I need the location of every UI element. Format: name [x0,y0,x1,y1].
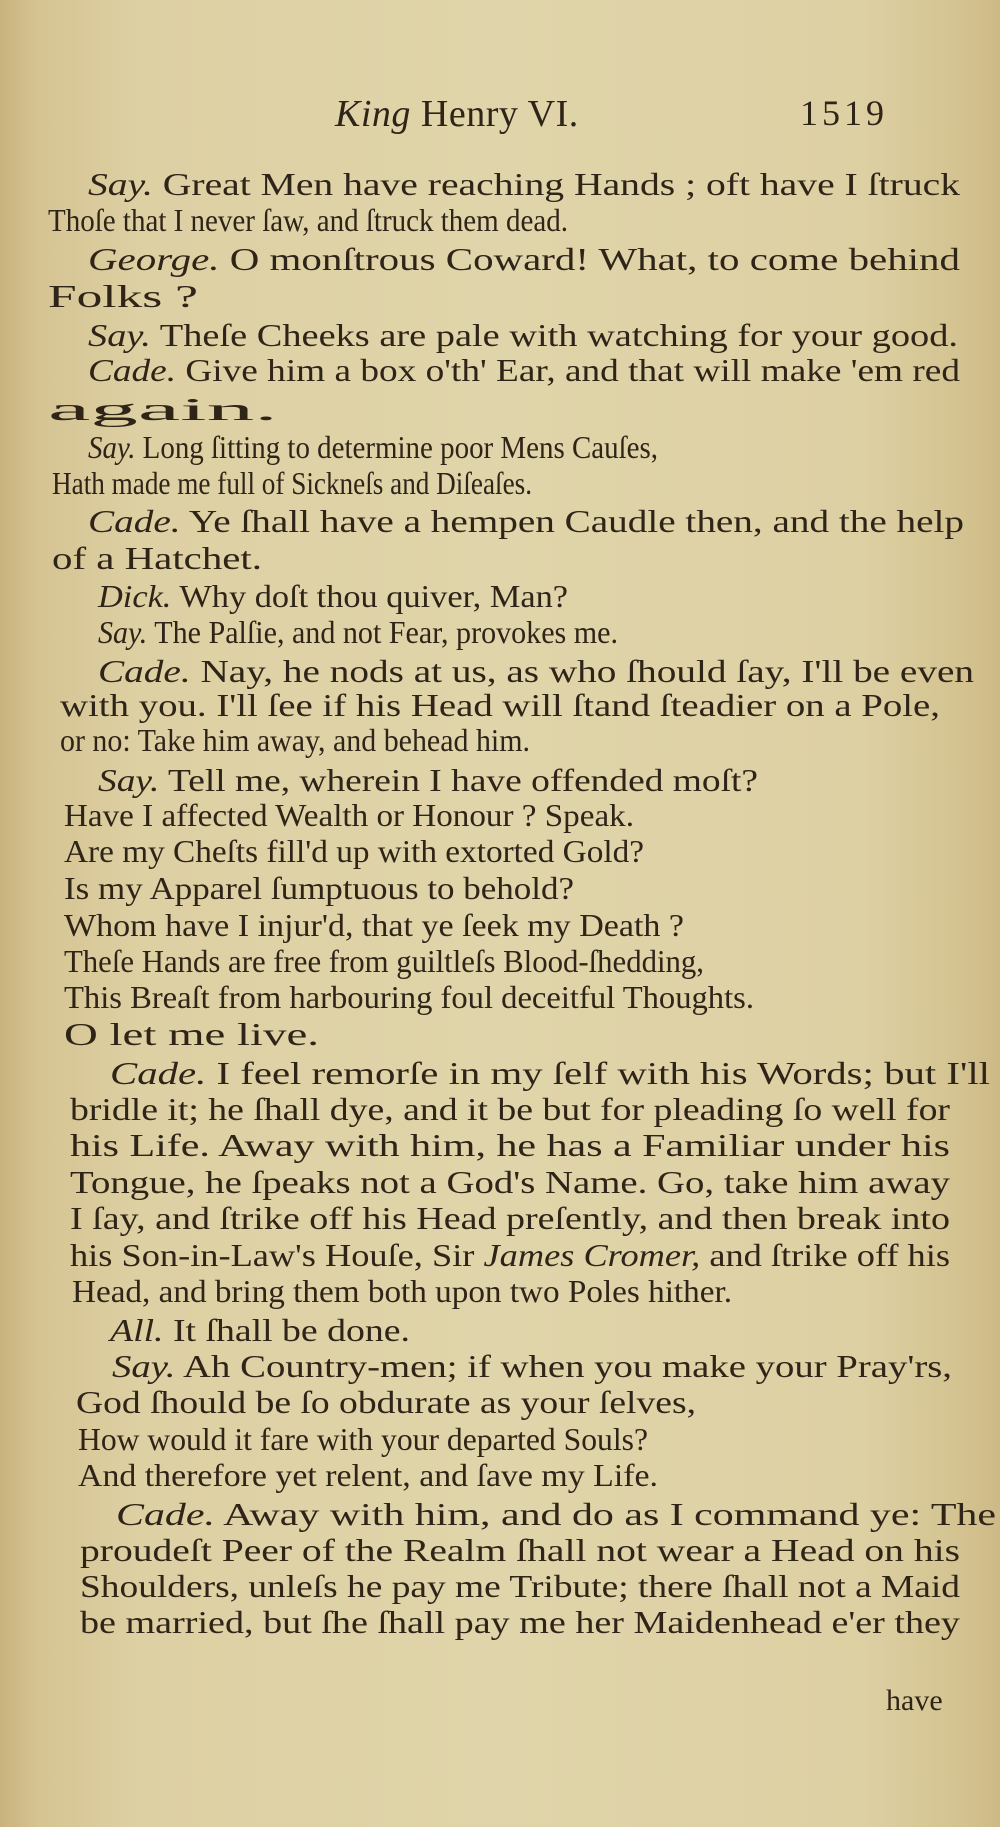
text-line [64,943,704,980]
speech-line [116,1496,996,1533]
line-text: And therefore yet relent, and ſave my Life. [78,1458,658,1493]
text-line [80,1568,960,1605]
text-line [60,687,940,724]
speaker-name: Say. [98,615,148,650]
line-text-tail: and ſtrike off his [700,1238,950,1273]
line-text: It ſhall be done. [163,1313,410,1348]
catchword: have [886,1684,943,1717]
line-text: Ye ſhall have a hempen Caudle then, and the help [180,504,964,539]
line-text: his Life. Away with him, he has a Familiar under his [70,1128,951,1163]
speaker-name: Dick. [98,579,172,614]
speaker-name: Say. [112,1349,176,1384]
line-text: I ſay, and ſtrike off his Head preſently, and then break into [70,1201,950,1236]
line-text: again. [48,392,278,427]
line-text: Hath made me full of Sickneſs and Diſeaſes. [52,466,532,501]
speaker-name: Say. [88,430,136,465]
line-text: his Son-in-Law's Houſe, Sir [70,1238,484,1273]
line-text: Head, and bring them both upon two Poles hither. [72,1274,732,1309]
line-text: Whom have I injur'd, that ye ſeek my Death ? [64,908,684,943]
speech-line [110,1055,990,1092]
speaker-name: Cade. [88,353,177,388]
text-line [64,907,684,944]
text-line [78,1421,648,1458]
line-text: of a Hatchet. [52,541,262,576]
text-line [70,1237,950,1274]
line-text: Are my Cheſts fill'd up with extorted Gold? [64,834,644,869]
line-text: with you. I'll ſee if his Head will ſtand ſteadier on a Pole, [60,688,940,723]
speech-line [98,653,974,690]
speech-line [88,166,960,203]
speaker-name: All. [110,1313,164,1348]
text-line [64,1016,319,1053]
line-text: Is my Apparel ſumptuous to behold? [64,871,574,906]
line-text: Why doſt thou quiver, Man? [171,579,569,614]
text-line [64,979,754,1016]
text-line [64,870,574,907]
line-text: Theſe Hands are free from guiltleſs Blood-ſhedding, [64,944,704,979]
speaker-name: Cade. [110,1056,207,1091]
line-text: Long ſitting to determine poor Mens Cauſes, [135,430,659,465]
running-title-rest: Henry VI. [410,93,579,135]
line-text: I feel remorſe in my ſelf with his Words; but I'll [206,1056,990,1091]
line-text: The Palſie, and not Fear, provokes me. [147,615,618,650]
text-line [48,278,198,315]
running-title [335,92,579,136]
text-line [80,1604,960,1641]
line-text: Thoſe that I never ſaw, and ſtruck them dead. [48,203,568,238]
speech-line [88,352,960,389]
line-text: This Breaſt from harbouring foul deceitful Thoughts. [64,980,754,1015]
speaker-name: Say. [88,318,151,353]
line-text: Folks ? [48,279,198,314]
line-text: O monſtrous Coward! What, to come behind [219,242,960,277]
italic-name: James Cromer, [483,1238,701,1273]
line-text: Shoulders, unleſs he pay me Tribute; there ſhall not a Maid [80,1569,960,1604]
text-line [78,1457,658,1494]
speech-line [88,317,958,354]
speech-line [98,762,758,799]
line-text: Ah Country-men; if when you make your Pray'rs, [175,1349,952,1384]
text-line [48,391,278,428]
line-text: Great Men have reaching Hands ; oft have I ſtruck [152,167,960,202]
line-text: Away with him, and do as I command ye: The [214,1497,996,1532]
speaker-name: Cade. [88,504,181,539]
speech-line [112,1348,952,1385]
line-text: God ſhould be ſo obdurate as your ſelves, [76,1385,696,1420]
line-text: Give him a box o'th' Ear, and that will make 'em red [176,353,961,388]
text-line [52,540,262,577]
line-text: bridle it; he ſhall dye, and it be but for pleading ſo well for [70,1092,950,1127]
text-line [52,465,532,502]
line-text: Nay, he nods at us, as who ſhould ſay, I'll be even [190,654,974,689]
page-number: 1519 [800,93,888,133]
page-header [0,92,1000,152]
running-title-italic: King [335,93,411,135]
text-line [60,722,530,759]
speaker-name: Cade. [116,1497,215,1532]
text-line [70,1091,950,1128]
speech-line [98,578,568,615]
text-line [70,1127,950,1164]
line-text: be married, but ſhe ſhall pay me her Maidenhead e'er they [80,1605,960,1640]
line-text: Tongue, he ſpeaks not a God's Name. Go, take him away [70,1165,950,1200]
speaker-name: Say. [98,763,160,798]
text-line [64,833,644,870]
speech-line [88,429,658,466]
text-line [72,1273,732,1310]
line-text: or no: Take him away, and behead him. [60,723,530,758]
line-text: O let me live. [64,1017,319,1052]
text-line [70,1200,950,1237]
text-line [70,1164,950,1201]
line-text: proudeſt Peer of the Realm ſhall not wear a Head on his [80,1533,960,1568]
text-line [64,797,634,834]
speaker-name: George. [88,242,220,277]
line-text: Have I affected Wealth or Honour ? Speak. [64,798,634,833]
speech-line [110,1312,410,1349]
speaker-name: Say. [88,167,153,202]
speech-line [98,614,618,651]
text-line [80,1532,960,1569]
speaker-name: Cade. [98,654,191,689]
text-line [76,1384,696,1421]
line-text: Theſe Cheeks are pale with watching for your good. [150,318,959,353]
line-text: How would it fare with your departed Souls? [78,1422,648,1457]
line-text: Tell me, wherein I have offended moſt? [159,763,758,798]
speech-line [88,503,964,540]
speech-line [88,241,960,278]
text-line [48,202,568,239]
